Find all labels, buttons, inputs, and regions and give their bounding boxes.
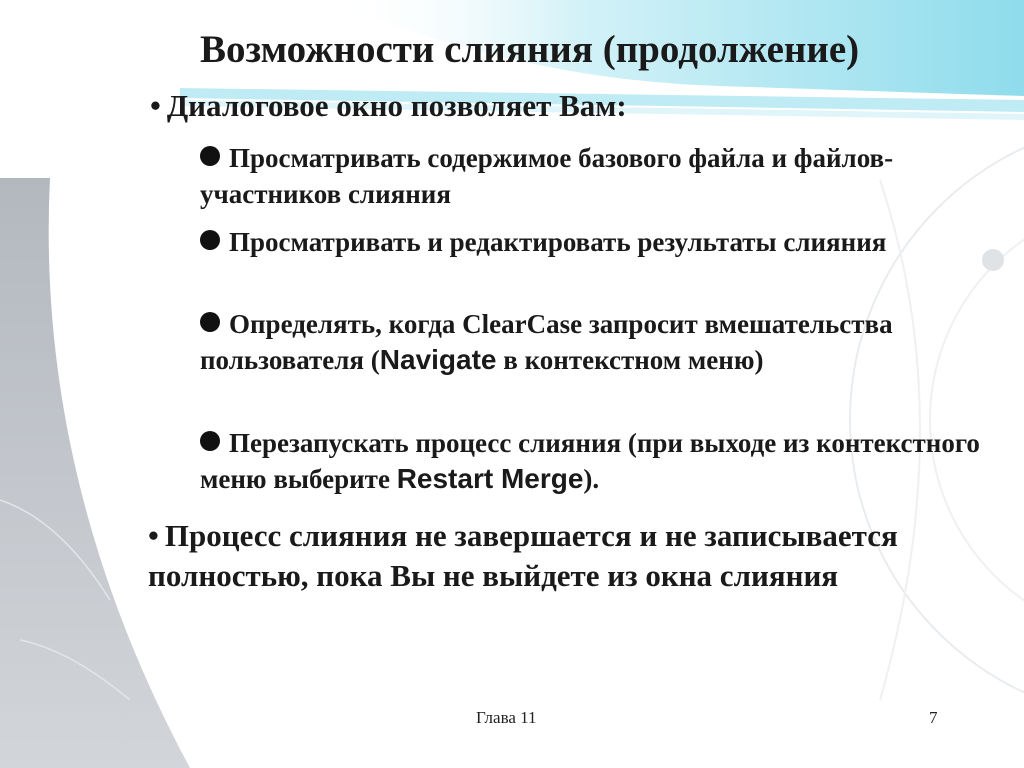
- list-item: [200, 425, 990, 497]
- bullet-dot-icon: [200, 431, 220, 451]
- list-item-text: Определять, когда ClearCase запросит вмешательства пользователя (: [200, 309, 893, 375]
- list-item: [200, 306, 990, 378]
- intro-bullet-item: [150, 86, 627, 126]
- bullet-dot-icon: [200, 146, 220, 166]
- list-item-text: в контекстном меню): [496, 345, 764, 375]
- left-arc-decoration: [0, 178, 190, 768]
- bullet-dot-icon: [200, 312, 220, 332]
- list-item-text: Просматривать и редактировать результаты слияния: [229, 227, 887, 257]
- bullet-marker: •: [150, 88, 161, 123]
- intro-text: Диалоговое окно позволяет Вам:: [166, 88, 627, 123]
- bullet-marker: •: [148, 518, 159, 553]
- list-item: [200, 140, 990, 212]
- closing-text: Процесс слияния не завершается и не записывается полностью, пока Вы не выйдете из окна слияния: [148, 518, 898, 593]
- list-item-text: ).: [583, 464, 600, 494]
- footer-chapter: Глава 11: [476, 708, 537, 727]
- slide-title: Возможности слияния (продолжение): [200, 28, 860, 71]
- list-item-text: Перезапускать процесс слияния (при выходе из контекстного меню выберите: [200, 428, 980, 494]
- navigate-command: Navigate: [379, 344, 497, 375]
- closing-bullet-item: [148, 516, 998, 596]
- list-item-text: Просматривать содержимое базового файла и файлов-участников слияния: [200, 143, 894, 209]
- list-item: [200, 224, 990, 260]
- restart-merge-command: Restart Merge: [396, 463, 584, 494]
- page-number: 7: [929, 708, 938, 727]
- bullet-dot-icon: [200, 230, 220, 250]
